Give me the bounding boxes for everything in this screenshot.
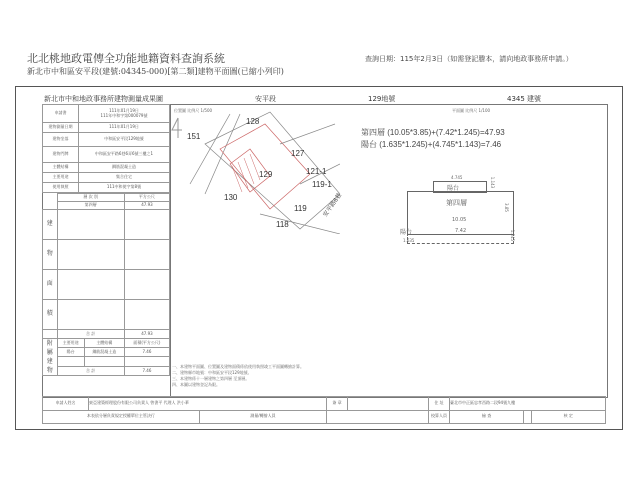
attach-side-label: 建 [46,358,53,365]
attach-area: 7.46 [124,348,169,357]
query-date: 查詢日期：115年2月3日（如需登記謄本，請向地政事務所申請。） [365,55,573,63]
section-name: 安平段 [255,95,276,103]
total-label: 合 計 [57,330,124,339]
floor-name: 第四層 [57,202,124,210]
lot-number: 129 [259,170,273,179]
total-area: 47.93 [124,330,169,339]
lot-number: 119 [294,204,307,213]
note-line: 四、本圖以建物登記為限。 [172,382,220,387]
applicant-value: 東亞建築經理股份有限公司負責人 曾書平 代理人 洪小華 [89,397,327,411]
lot-number: 127 [291,149,305,158]
survey-label: 測量/轉繪人員 [199,410,326,424]
north-arrow-icon [172,118,182,138]
dim-small1: 1.143 [490,176,496,189]
lot-number: 119-1 [312,180,332,189]
lot-number: 151 [187,132,201,141]
area-header-level: 層 次 別 [57,194,124,202]
lot-number: 118 [276,220,289,229]
building-number: 4345 建號 [507,95,542,103]
note-line: 二、建物縣市地號：中和區安平段129地號。 [172,370,252,375]
info-value: 中和區安平路6巷6弄6號三樓之1 [79,147,170,163]
area-calc-balcony: 陽台 (1.635*1.245)+(4.745*1.143)=7.46 [361,140,502,149]
address-label: 住 址 [428,397,449,411]
lot-number: 121-1 [306,167,327,176]
review-label: 檢 查 [449,410,523,424]
info-table [42,104,170,193]
attach-side-label: 屬 [46,349,53,356]
plan-balcony2-label: 陽台 [400,229,413,236]
plan-balcony-label: 陽台 [447,185,460,192]
area-table [42,193,170,376]
info-value: 111年01月19日 [79,123,170,133]
check-label: 校算人員 [428,410,449,424]
attach-side-label: 附 [46,340,53,347]
notes [172,364,304,388]
info-row [43,147,170,163]
info-row [43,173,170,183]
side-label: 建 [43,210,58,240]
seal-label: 簽 章 [326,397,347,411]
info-value: 111中和使字第8號 [79,183,170,193]
dim-small2: 1.245 [510,229,516,242]
info-key: 使用執照 [43,183,79,193]
area-calc-floor: 第四層 (10.05*3.85)+(7.42*1.245)=47.93 [361,128,505,137]
scale-plan: 平面圖 比例尺 1/100 [452,108,491,113]
info-key: 建物門牌 [43,147,79,163]
system-title: 北北桃地政電傳全功能地籍資料查詢系統 [27,52,225,65]
side-label: 面 [43,270,58,300]
info-key: 建物坐落 [43,133,79,147]
attach-use: 陽台 [57,348,84,357]
lot-number: 128 [246,117,260,126]
info-value: 鋼筋混凝土造 [79,163,170,173]
land-number: 129地號 [368,95,396,103]
attach-side-label: 物 [46,367,53,374]
info-row [43,163,170,173]
info-value: 集合住宅 [79,173,170,183]
applicant-label: 申請人姓名 [43,397,89,411]
info-value: 111年01月19日 111年中和字第000079號 [79,105,170,123]
approve-label: 核 定 [531,410,605,424]
dim-left: 1.635 [403,238,415,243]
scale-location: 位置圖 比例尺 1/500 [174,108,213,113]
info-value: 中和區安平段129地號 [79,133,170,147]
office-title: 新北市中和地政事務所建物測量成果圖 [44,95,163,103]
info-key: 申請書 [43,105,79,123]
area-header-sqm: 平方公尺 [124,194,169,202]
side-label: 物 [43,240,58,270]
info-key: 主要用途 [43,173,79,183]
footer-table [42,396,606,424]
attach-total: 7.46 [124,367,169,376]
road-label: 安平路6巷 [322,192,344,219]
info-key: 建物測量日期 [43,123,79,133]
info-key: 主體結構 [43,163,79,173]
attach-header-area: 面積(平方公尺) [124,339,169,348]
info-row [43,133,170,147]
dim-height: 3.85 [503,203,509,212]
attach-struct: 鋼筋混凝土造 [84,348,124,357]
document-subtitle: 新北市中和區安平段(建號:04345-000)[第二類]建物平面圖(已縮小列印) [27,67,284,76]
attach-header-use: 主要用途 [57,339,84,348]
floor-area: 47.93 [124,202,169,210]
info-row [43,105,170,123]
dim-top: 4.745 [451,175,463,180]
approval-note: 本表依分層負責規定授權單位主管決行 [43,410,200,424]
lot-number: 130 [224,193,238,202]
info-row [43,123,170,133]
side-label: 積 [43,300,58,330]
plan-floor-label: 第四層 [446,199,467,207]
dim-width: 10.05 [452,217,467,223]
note-line: 一、本建物平面圖、位置圖及建物面積係依使用執照竣工平面圖轉繪計算。 [172,364,304,369]
address-value: 臺北市中正區忠孝西路二段94號九樓 [449,397,605,411]
dim-bottom: 7.42 [455,228,467,234]
plan-balcony-bottom [407,233,514,244]
info-row [43,183,170,193]
attach-header-struct: 主體結構 [84,339,124,348]
note-line: 三、本建物係十一層建物之第四層 至頂層。 [172,376,250,381]
attach-total-label: 合 計 [57,367,124,376]
